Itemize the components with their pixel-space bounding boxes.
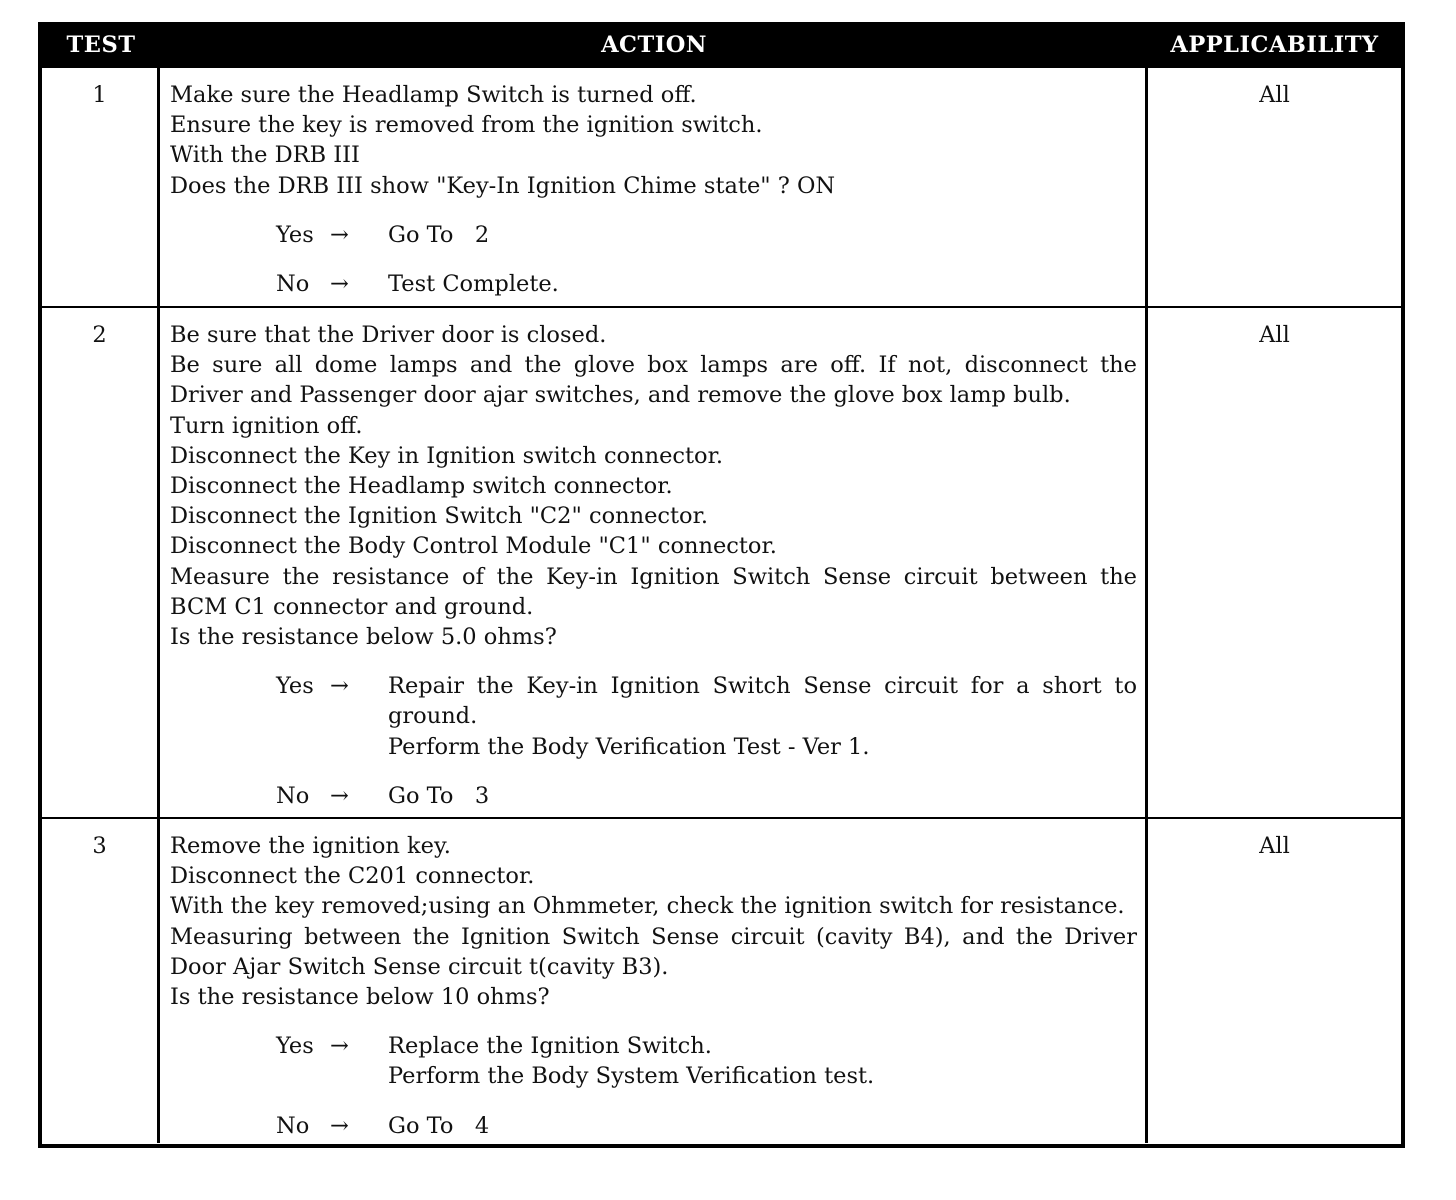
applicability-value: All xyxy=(1259,833,1290,859)
header-test: TEST xyxy=(66,31,136,58)
branch-yes xyxy=(276,220,1137,250)
result-line: Go To 4 xyxy=(388,1112,490,1139)
table-row xyxy=(42,66,1401,306)
answer-label: Yes xyxy=(276,673,314,700)
branch-list xyxy=(170,220,1137,299)
result-line: Perform the Body System Verification test. xyxy=(388,1063,875,1090)
action-line: Disconnect the Headlamp switch connector. xyxy=(170,473,673,500)
branch-no xyxy=(276,269,1137,299)
right-arrow-icon: → xyxy=(330,271,349,298)
result-line: Go To 2 xyxy=(388,221,490,248)
applicability-value: All xyxy=(1259,82,1290,108)
table-row xyxy=(42,306,1401,817)
action-line: Ensure the key is removed from the ignition switch. xyxy=(170,112,763,139)
action-line: With the key removed;using an Ohmmeter, check the ignition switch for resistance. xyxy=(170,893,1125,920)
table-header xyxy=(42,26,1401,66)
answer-label: Yes xyxy=(276,1033,314,1060)
branch-yes xyxy=(276,671,1137,762)
table-row xyxy=(42,817,1401,1143)
test-number: 1 xyxy=(42,68,160,306)
action-line: Remove the ignition key. xyxy=(170,833,451,859)
action-line: Does the DRB III show "Key-In Ignition Chime state" ? ON xyxy=(170,172,836,199)
right-arrow-icon: → xyxy=(330,1112,349,1139)
result-line: Test Complete. xyxy=(388,271,559,298)
result-line: Repair the Key-in Ignition Switch Sense circuit for a short to ground. xyxy=(388,673,1137,730)
action-line: Turn ignition off. xyxy=(170,412,363,439)
branch-list xyxy=(170,671,1137,811)
branch-result xyxy=(388,781,1137,811)
branch-result xyxy=(388,1111,1137,1141)
branch-no xyxy=(276,1111,1137,1141)
result-line: Replace the Ignition Switch. xyxy=(388,1033,712,1060)
right-arrow-icon: → xyxy=(330,782,349,809)
result-line: Go To 3 xyxy=(388,782,490,809)
right-arrow-icon: → xyxy=(330,1033,349,1060)
action-line: Be sure that the Driver door is closed. xyxy=(170,322,607,348)
action-cell xyxy=(160,308,1148,817)
action-line: Disconnect the C201 connector. xyxy=(170,863,535,890)
answer-label: No xyxy=(276,782,310,809)
action-line: Make sure the Headlamp Switch is turned off. xyxy=(170,82,697,108)
branch-result xyxy=(388,269,1137,299)
action-line: With the DRB III xyxy=(170,142,360,169)
action-line: Be sure all dome lamps and the glove box lamps are off. If not, disconnect the Driver and Passenger door ajar switches, and remove the glove box lamp bulb. xyxy=(170,352,1137,409)
branch-result xyxy=(388,220,1137,250)
action-cell xyxy=(160,68,1148,306)
branch-result xyxy=(388,1031,1137,1091)
answer-label: No xyxy=(276,271,310,298)
action-line: Disconnect the Key in Ignition switch connector. xyxy=(170,442,724,469)
action-line: Disconnect the Body Control Module "C1" connector. xyxy=(170,533,777,560)
test-number: 2 xyxy=(42,308,160,817)
test-number: 3 xyxy=(42,819,160,1143)
applicability-value: All xyxy=(1259,322,1290,348)
action-line: Measure the resistance of the Key-in Ignition Switch Sense circuit between the BCM C1 connector and ground. xyxy=(170,563,1137,620)
result-line: Perform the Body Verification Test - Ver 1. xyxy=(388,733,870,760)
action-line: Is the resistance below 5.0 ohms? xyxy=(170,624,557,651)
diagnostic-test-table xyxy=(38,22,1405,1148)
action-line: Measuring between the Ignition Switch Sense circuit (cavity B4), and the Driver Door Ajar Switch Sense circuit t(cavity B3). xyxy=(170,923,1137,980)
branch-result xyxy=(388,671,1137,762)
answer-label: No xyxy=(276,1112,310,1139)
action-cell xyxy=(160,819,1148,1143)
action-line: Is the resistance below 10 ohms? xyxy=(170,984,550,1011)
branch-yes xyxy=(276,1031,1137,1091)
answer-label: Yes xyxy=(276,221,314,248)
branch-list xyxy=(170,1031,1137,1141)
header-applicability: APPLICABILITY xyxy=(1170,31,1379,58)
right-arrow-icon: → xyxy=(330,221,349,248)
action-line: Disconnect the Ignition Switch "C2" connector. xyxy=(170,503,709,530)
branch-no xyxy=(276,781,1137,811)
header-action: ACTION xyxy=(601,31,707,58)
right-arrow-icon: → xyxy=(330,673,349,700)
